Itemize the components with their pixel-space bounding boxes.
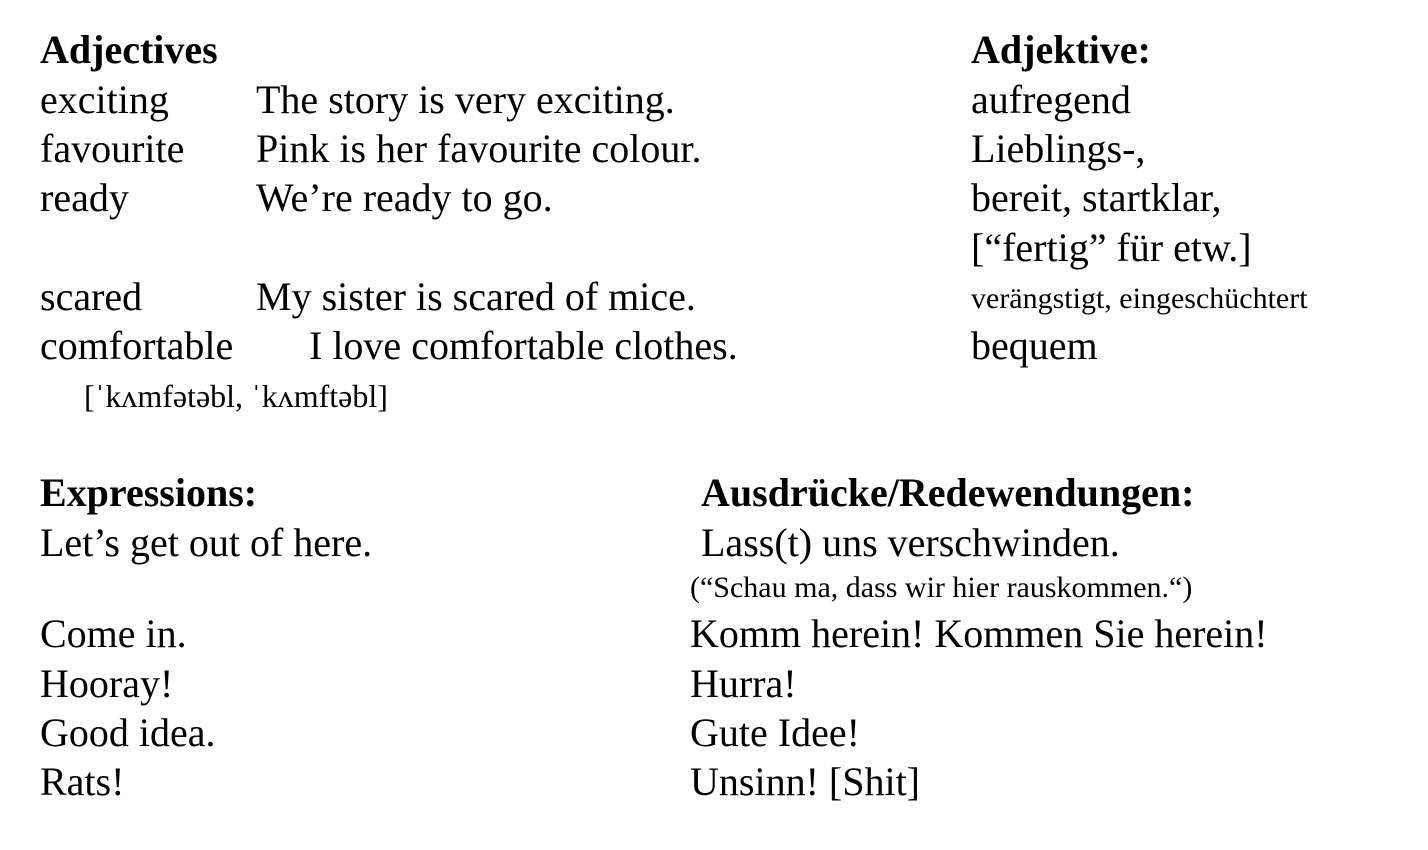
expression-de: Hurra! — [690, 661, 797, 706]
expression-en: Let’s get out of here. — [40, 520, 373, 565]
expression-de: Gute Idee! — [690, 710, 860, 755]
expression-de: Lass(t) uns verschwinden. — [701, 520, 1120, 565]
adjective-example: I love comfortable clothes. — [309, 323, 738, 368]
adjective-example: We’re ready to go. — [256, 175, 553, 220]
adjective-word: comfortable — [40, 323, 234, 368]
adjectives-heading-de: Adjektive: — [971, 27, 1151, 72]
adjective-translation: aufregend — [971, 77, 1131, 122]
adjective-translation: Lieblings-, — [971, 126, 1146, 171]
expressions-heading-de: Ausdrücke/Redewendungen: — [701, 470, 1195, 515]
adjective-translation: bereit, startklar, — [971, 175, 1222, 220]
expression-en: Hooray! — [40, 661, 174, 706]
expression-de: Unsinn! [Shit] — [690, 759, 920, 804]
expressions-heading-en: Expressions: — [40, 470, 258, 515]
adjective-example: Pink is her favourite colour. — [256, 126, 702, 171]
expression-de-note: (“Schau ma, dass wir hier rauskommen.“) — [690, 571, 1193, 604]
adjectives-heading-en: Adjectives — [40, 27, 218, 72]
adjective-word: favourite — [40, 126, 185, 171]
adjective-example: The story is very exciting. — [256, 77, 675, 122]
adjective-translation: verängstigt, eingeschüchtert — [971, 282, 1308, 315]
expression-en: Good idea. — [40, 710, 216, 755]
adjective-word: ready — [40, 175, 129, 220]
expression-en: Come in. — [40, 611, 187, 656]
expression-en: Rats! — [40, 759, 125, 804]
adjective-translation: bequem — [971, 323, 1098, 368]
pronunciation: [ˈkʌmfətəbl, ˈkʌmftəbl] — [84, 378, 388, 414]
adjective-example: My sister is scared of mice. — [256, 274, 696, 319]
expression-de: Komm herein! Kommen Sie herein! — [690, 611, 1268, 656]
adjective-translation-extra: [“fertig” für etw.] — [971, 225, 1252, 270]
adjective-word: scared — [40, 274, 143, 319]
adjective-word: exciting — [40, 77, 169, 122]
